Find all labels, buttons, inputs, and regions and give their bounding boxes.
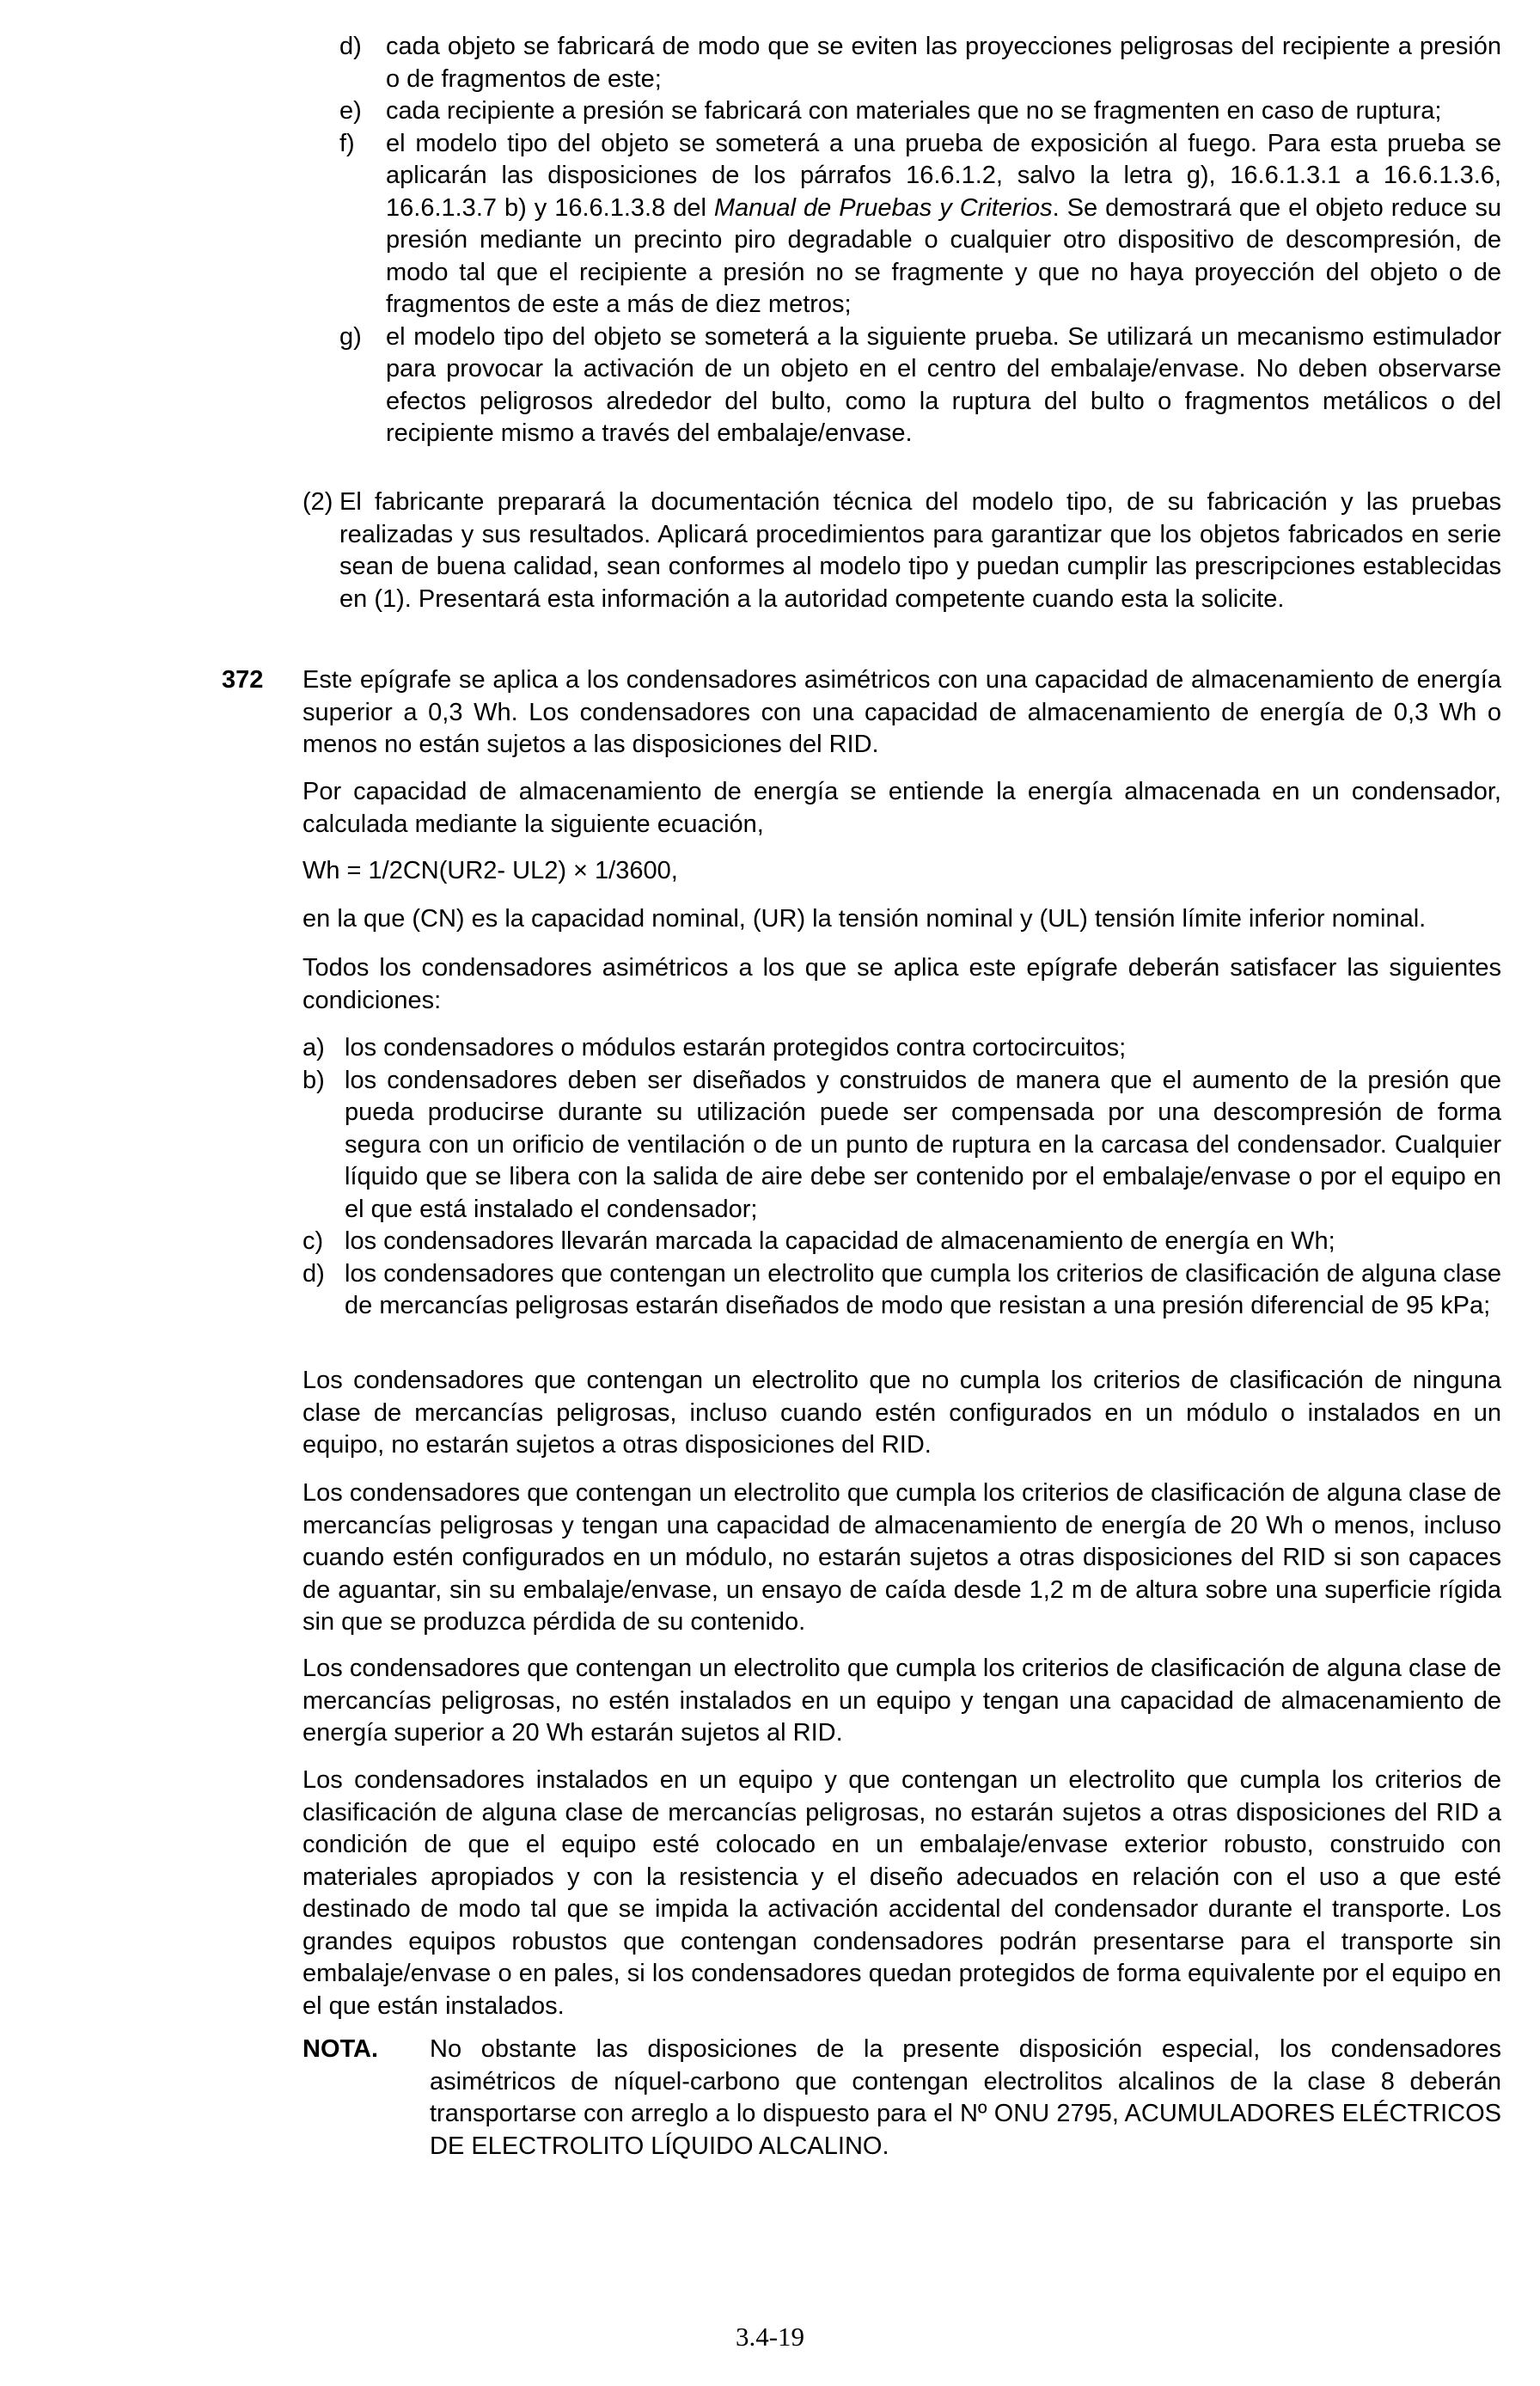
list-item-d	[339, 31, 1501, 95]
manual-title: Manual de Pruebas y Criterios	[713, 193, 1053, 222]
note	[302, 2034, 1501, 2163]
condition-text: los condensadores llevarán marcada la capacidad de almacenamiento de energía en Wh;	[345, 1227, 1335, 1255]
paragraph: Por capacidad de almacenamiento de energía se entiende la energía almacenada en un condensador, calculada mediante la siguiente ecuación,	[302, 778, 1501, 838]
paragraph: Todos los condensadores asimétricos a los que se aplica este epígrafe deberán satisfacer las siguientes condiciones:	[302, 954, 1501, 1014]
note-label: NOTA.	[302, 2035, 379, 2063]
list-item-label: f)	[339, 129, 355, 157]
paragraph: Los condensadores que contengan un electrolito que no cumpla los criterios de clasificación de ninguna clase de mercancías peligrosas, incluso cuando estén configurados en un módulo o instalados en un equipo, no estarán sujetos a otras disposiciones del RID.	[302, 1367, 1501, 1459]
list-item-text: cada recipiente a presión se fabricará con materiales que no se fragmenten en caso de ruptura;	[386, 97, 1442, 125]
condition-text: los condensadores o módulos estarán protegidos contra cortocircuitos;	[345, 1034, 1127, 1061]
list-objects	[339, 31, 1501, 450]
condition-label: d)	[302, 1259, 325, 1288]
condition-label: b)	[302, 1066, 325, 1094]
list-item-text: el modelo tipo del objeto se someterá a la siguiente prueba. Se utilizará un mecanismo estimulador para provocar la activación de un objeto en el centro del embalaje/envase. No deben observarse efectos peligrosos alrededor del bulto, como la ruptura del bulto o fragmentos metálicos o del recipiente mismo a través del embalaje/envase.	[386, 322, 1501, 447]
condition-text: los condensadores deben ser diseñados y construidos de manera que el aumento de la presión que pueda producirse durante su utilización puede ser compensada por una descompresión de forma segura con un orificio de ventilación o de un punto de ruptura en la carcasa del condensador. Cualquier líquido que se libera con la salida de aire debe ser contenido por el embalaje/envase o por el equipo en el que está instalado el condensador;	[345, 1066, 1501, 1223]
text-segment: el modelo tipo del objeto se someterá a una prueba de exposición al fuego. Para esta prueba se aplicarán las disposiciones de los párrafos 16.6.1.2, salvo la letra g), 16.6.1.3.1 a 16.6.1.3.6, 16.6.1.3.7 b) y 16.6.1.3.8 del	[386, 129, 1501, 222]
note-text: No obstante las disposiciones de la presente disposición especial, los condensadores asimétricos de níquel-carbono que contengan electrolitos alcalinos de la clase 8 deberán transportarse con arreglo a lo dispuesto para el Nº ONU 2795, ACUMULADORES ELÉCTRICOS DE ELECTROLITO LÍQUIDO ALCALINO.	[430, 2035, 1501, 2160]
paragraph: Los condensadores que contengan un electrolito que cumpla los criterios de clasificación de alguna clase de mercancías peligrosas, no estén instalados en un equipo y tengan una capacidad de almacenamiento de energía superior a 20 Wh estarán sujetos al RID.	[302, 1655, 1501, 1747]
list-item-label: e)	[339, 97, 362, 125]
list-item-e	[339, 95, 1501, 128]
condition-item	[302, 1258, 1501, 1323]
paragraph: Los condensadores que contengan un electrolito que cumpla los criterios de clasificación de alguna clase de mercancías peligrosas y tengan una capacidad de almacenamiento de energía de 20 Wh o menos, incluso cuando estén configurados en un módulo, no estarán sujetos a otras disposiciones del RID si son capaces de aguantar, sin su embalaje/envase, un ensayo de caída desde 1,2 m de altura sobre una superficie rígida sin que se produzca pérdida de su contenido.	[302, 1479, 1501, 1636]
list-item-text	[386, 128, 1501, 321]
condition-label: a)	[302, 1034, 325, 1061]
page-number: 3.4-19	[735, 2322, 805, 2352]
list-item-f	[339, 128, 1501, 321]
item-2-text: El fabricante preparará la documentación técnica del modelo tipo, de su fabricación y las pruebas realizadas y sus resultados. Aplicará procedimientos para garantizar que los objetos fabricados en serie sean de buena calidad, sean conformes al modelo tipo y puedan cumplir las prescripciones establecidas en (1). Presentará esta información a la autoridad competente cuando esta la solicite.	[339, 488, 1501, 613]
condition-item	[302, 1065, 1501, 1227]
text-segment: . Se demostrará que el objeto reduce su presión mediante un precinto piro degradable o cualquier otro dispositivo de descompresión, de modo tal que el recipiente a presión no se fragmente y que no haya proyección del objeto o de fragmentos de este a más de diez metros;	[386, 193, 1501, 318]
conditions-list	[302, 1032, 1501, 1323]
item-2-label: (2)	[302, 488, 333, 516]
paragraph: Este epígrafe se aplica a los condensadores asimétricos con una capacidad de almacenamiento de energía superior a 0,3 Wh. Los condensadores con una capacidad de almacenamiento de energía de 0,3 Wh o menos no están sujetos a las disposiciones del RID.	[302, 666, 1501, 758]
condition-item	[302, 1226, 1501, 1258]
section-number: 372	[222, 666, 264, 694]
list-item-label: d)	[339, 33, 362, 60]
paragraph: en la que (CN) es la capacidad nominal, (UR) la tensión nominal y (UL) tensión límite inferior nominal.	[302, 905, 1427, 933]
condition-text: los condensadores que contengan un electrolito que cumpla los criterios de clasificación de alguna clase de mercancías peligrosas estarán diseñados de modo que resistan a una presión diferencial de 95 kPa;	[345, 1259, 1501, 1319]
formula: Wh = 1/2CN(UR2- UL2) × 1/3600,	[302, 857, 678, 884]
condition-item	[302, 1032, 1501, 1065]
paragraph: Los condensadores instalados en un equipo y que contengan un electrolito que cumpla los criterios de clasificación de alguna clase de mercancías peligrosas, no estarán sujetos a otras disposiciones del RID a condición de que el equipo esté colocado en un embalaje/envase exterior robusto, construido con materiales apropiados y con la resistencia y el diseño adecuados en relación con el uso a que esté destinado de modo tal que se impida la activación accidental del condensador durante el transporte. Los grandes equipos robustos que contengan condensadores podrán presentarse para el transporte sin embalaje/envase o en pales, si los condensadores quedan protegidos de forma equivalente por el equipo en el que están instalados.	[302, 1766, 1501, 2020]
list-item-text: cada objeto se fabricará de modo que se eviten las proyecciones peligrosas del recipiente a presión o de fragmentos de este;	[386, 33, 1501, 93]
list-item-g	[339, 321, 1501, 450]
item-2	[302, 486, 1501, 615]
condition-label: c)	[302, 1227, 324, 1255]
list-item-label: g)	[339, 322, 362, 351]
